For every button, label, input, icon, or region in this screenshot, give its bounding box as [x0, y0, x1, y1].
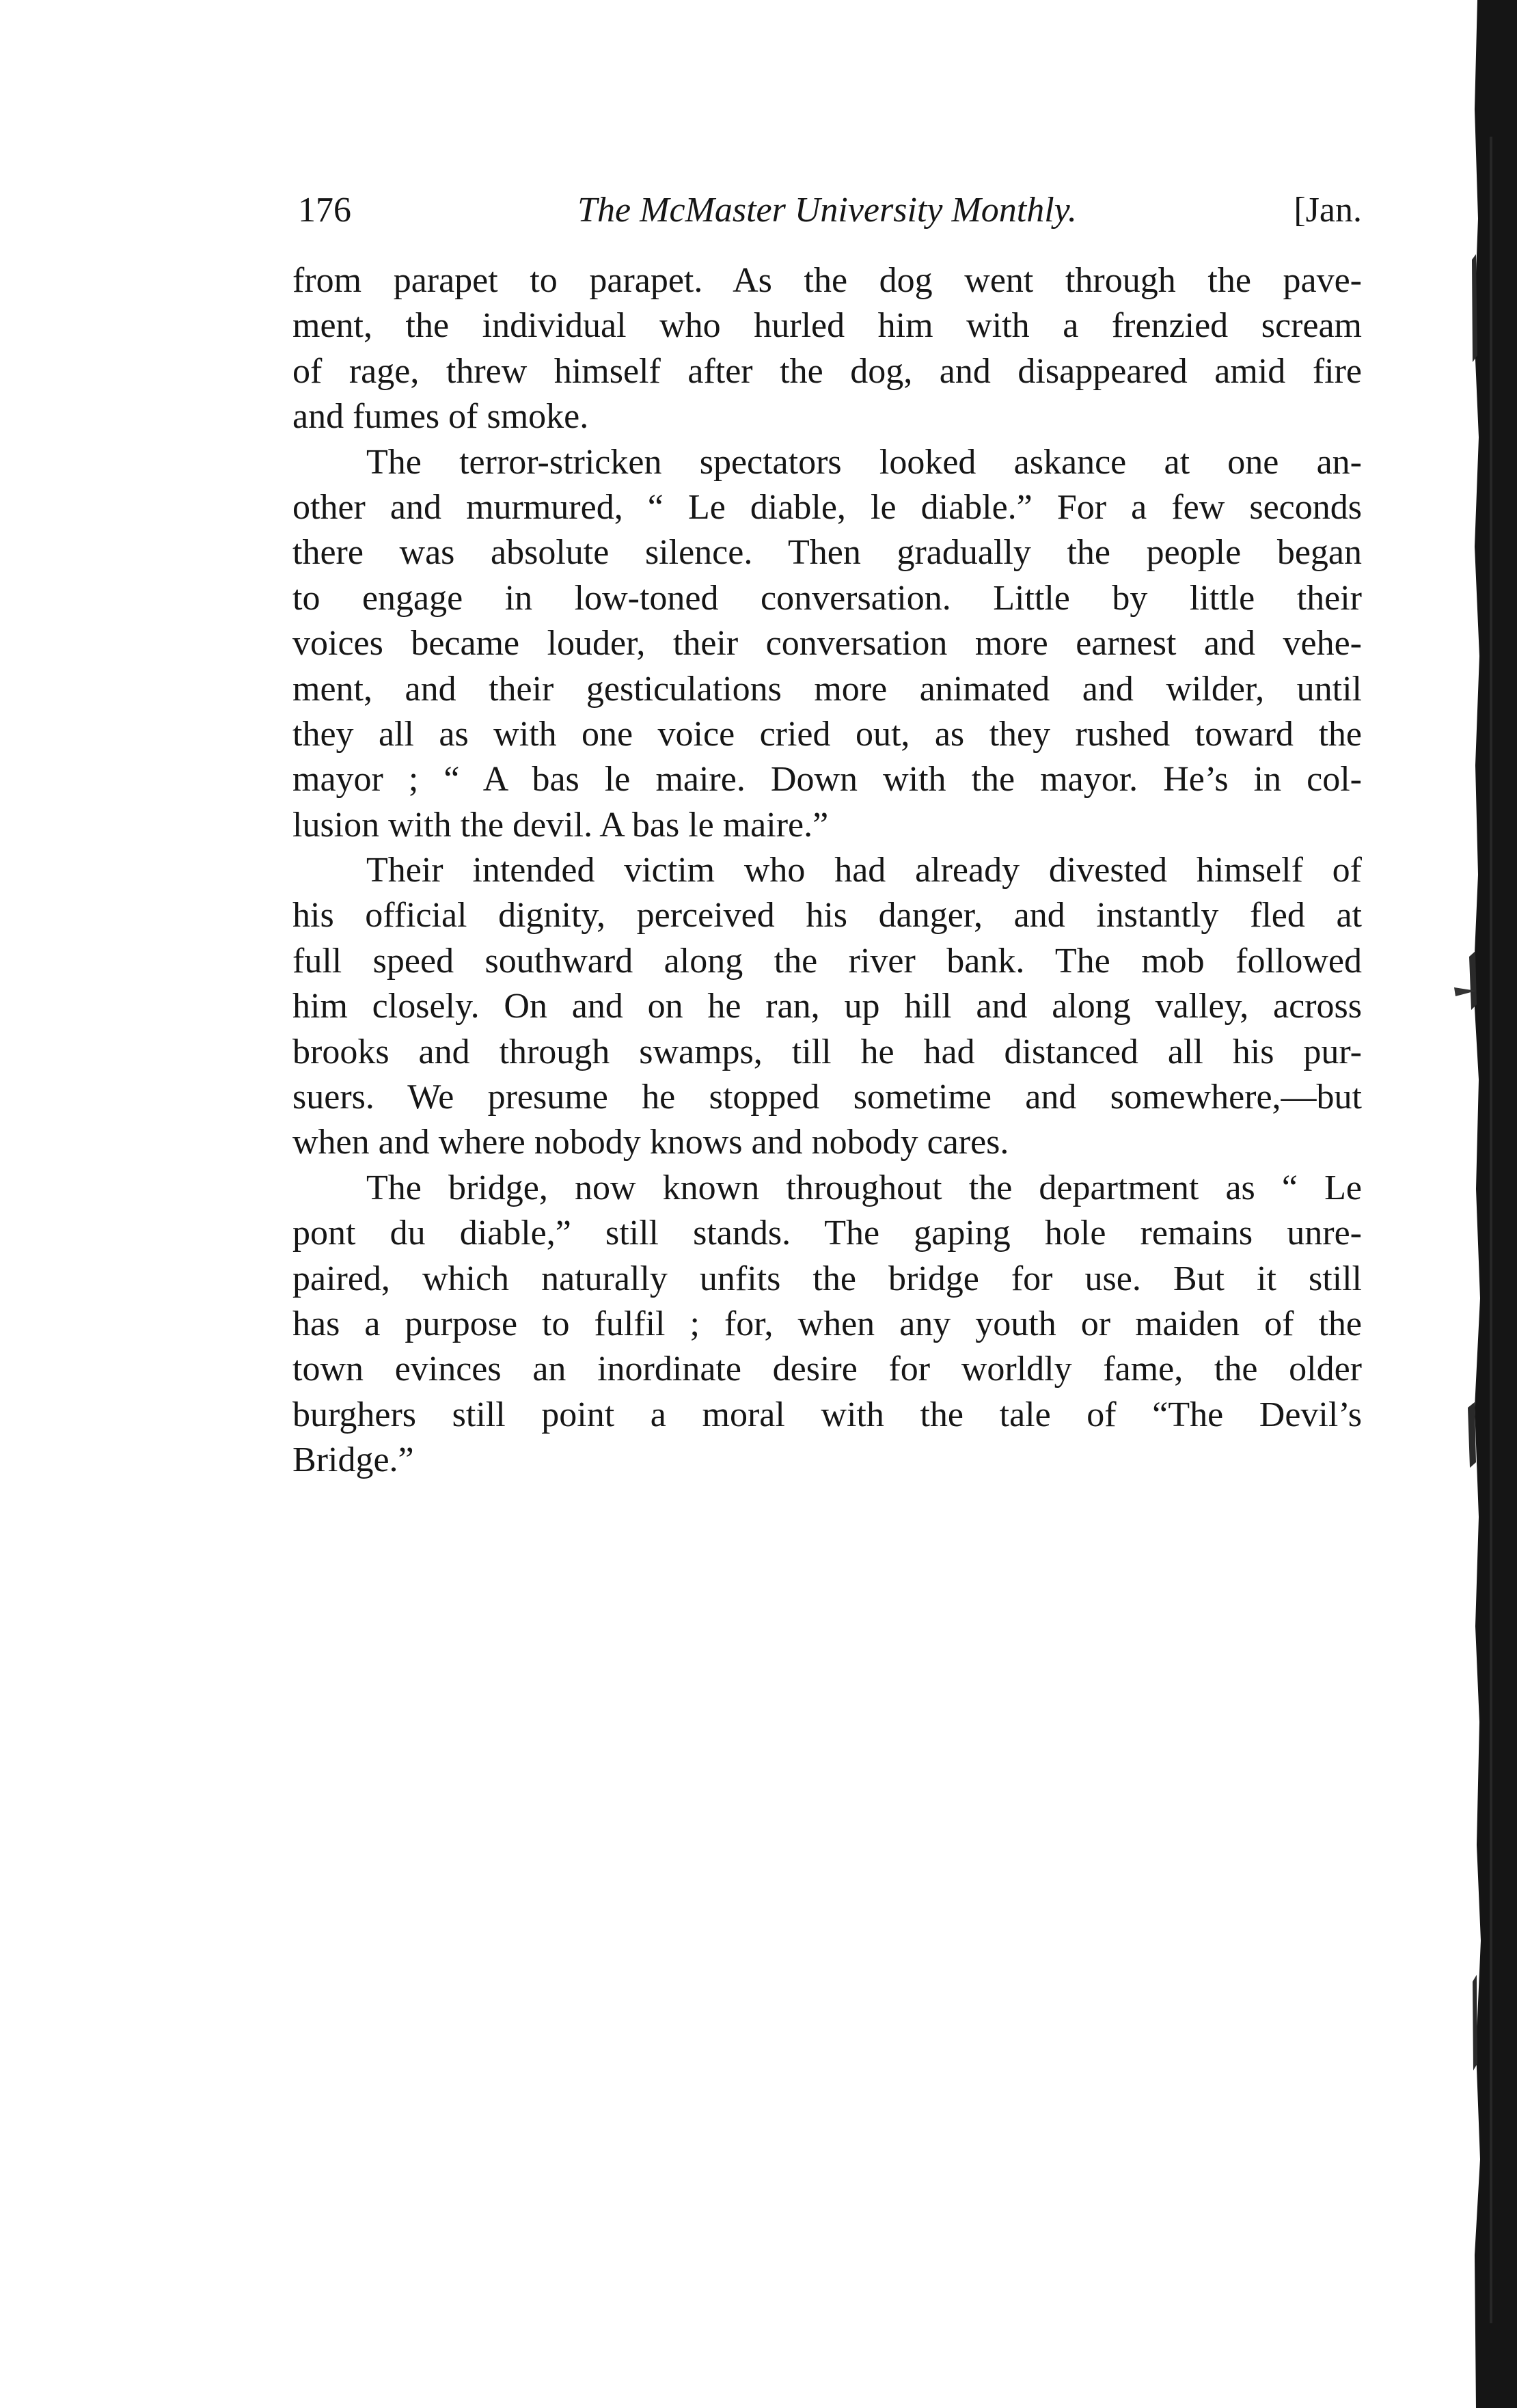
text-line: and fumes of smoke.	[292, 397, 589, 437]
text-line: The terror-stricken spectators looked askance at one an-	[366, 442, 1362, 482]
text-line: Their intended victim who had already divested himself of	[366, 851, 1362, 890]
text-line: suers. We presume he stopped sometime and somewhere,—but	[292, 1078, 1362, 1117]
text-line: town evinces an inordinate desire for worldly fame, the older	[292, 1350, 1362, 1389]
text-line: to engage in low-toned conversation. Little by little their	[292, 578, 1362, 618]
text-line: him closely. On and on he ran, up hill and along valley, across	[292, 987, 1362, 1026]
issue-month: [Jan.	[1294, 191, 1362, 230]
text-line: mayor ; “ A bas le maire. Down with the mayor. He’s in col-	[292, 760, 1362, 799]
text-line: paired, which naturally unfits the bridge for use. But it still	[292, 1259, 1362, 1298]
text-line: his official dignity, perceived his danger, and instantly fled at	[292, 896, 1362, 935]
journal-title: The McMaster University Monthly.	[577, 191, 1077, 230]
page-number: 176	[298, 191, 351, 230]
text-line: The bridge, now known throughout the department as “ Le	[366, 1168, 1362, 1207]
paragraph-1	[292, 258, 1362, 440]
paragraph-2	[292, 440, 1362, 849]
scanned-binding-edge	[1449, 0, 1517, 2408]
text-line: ment, the individual who hurled him with a frenzied scream	[292, 306, 1362, 346]
text-line: when and where nobody knows and nobody cares.	[292, 1123, 1009, 1162]
text-line: lusion with the devil. A bas le maire.”	[292, 805, 829, 845]
text-line: they all as with one voice cried out, as they rushed toward the	[292, 714, 1362, 754]
text-line: voices became louder, their conversation more earnest and vehe-	[292, 624, 1362, 663]
paragraph-4	[292, 1166, 1362, 1483]
text-line: other and murmured, “ Le diable, le diable.” For a few seconds	[292, 487, 1362, 527]
text-line: of rage, threw himself after the dog, and disappeared amid fire	[292, 351, 1362, 391]
text-line: full speed southward along the river bank. The mob followed	[292, 941, 1362, 981]
article-body	[292, 258, 1362, 1483]
text-line: pont du diable,” still stands. The gaping hole remains unre-	[292, 1214, 1362, 1253]
text-line: brooks and through swamps, till he had distanced all his pur-	[292, 1032, 1362, 1071]
text-line: there was absolute silence. Then gradually the people began	[292, 533, 1362, 573]
text-line: has a purpose to fulfil ; for, when any youth or maiden of the	[292, 1304, 1362, 1343]
text-line: ment, and their gesticulations more animated and wilder, until	[292, 669, 1362, 709]
running-head	[292, 183, 1362, 238]
text-line: from parapet to parapet. As the dog went through the pave-	[292, 261, 1362, 300]
text-line: Bridge.”	[292, 1440, 414, 1480]
text-line: burghers still point a moral with the tale of “The Devil’s	[292, 1395, 1362, 1434]
paragraph-3	[292, 848, 1362, 1166]
